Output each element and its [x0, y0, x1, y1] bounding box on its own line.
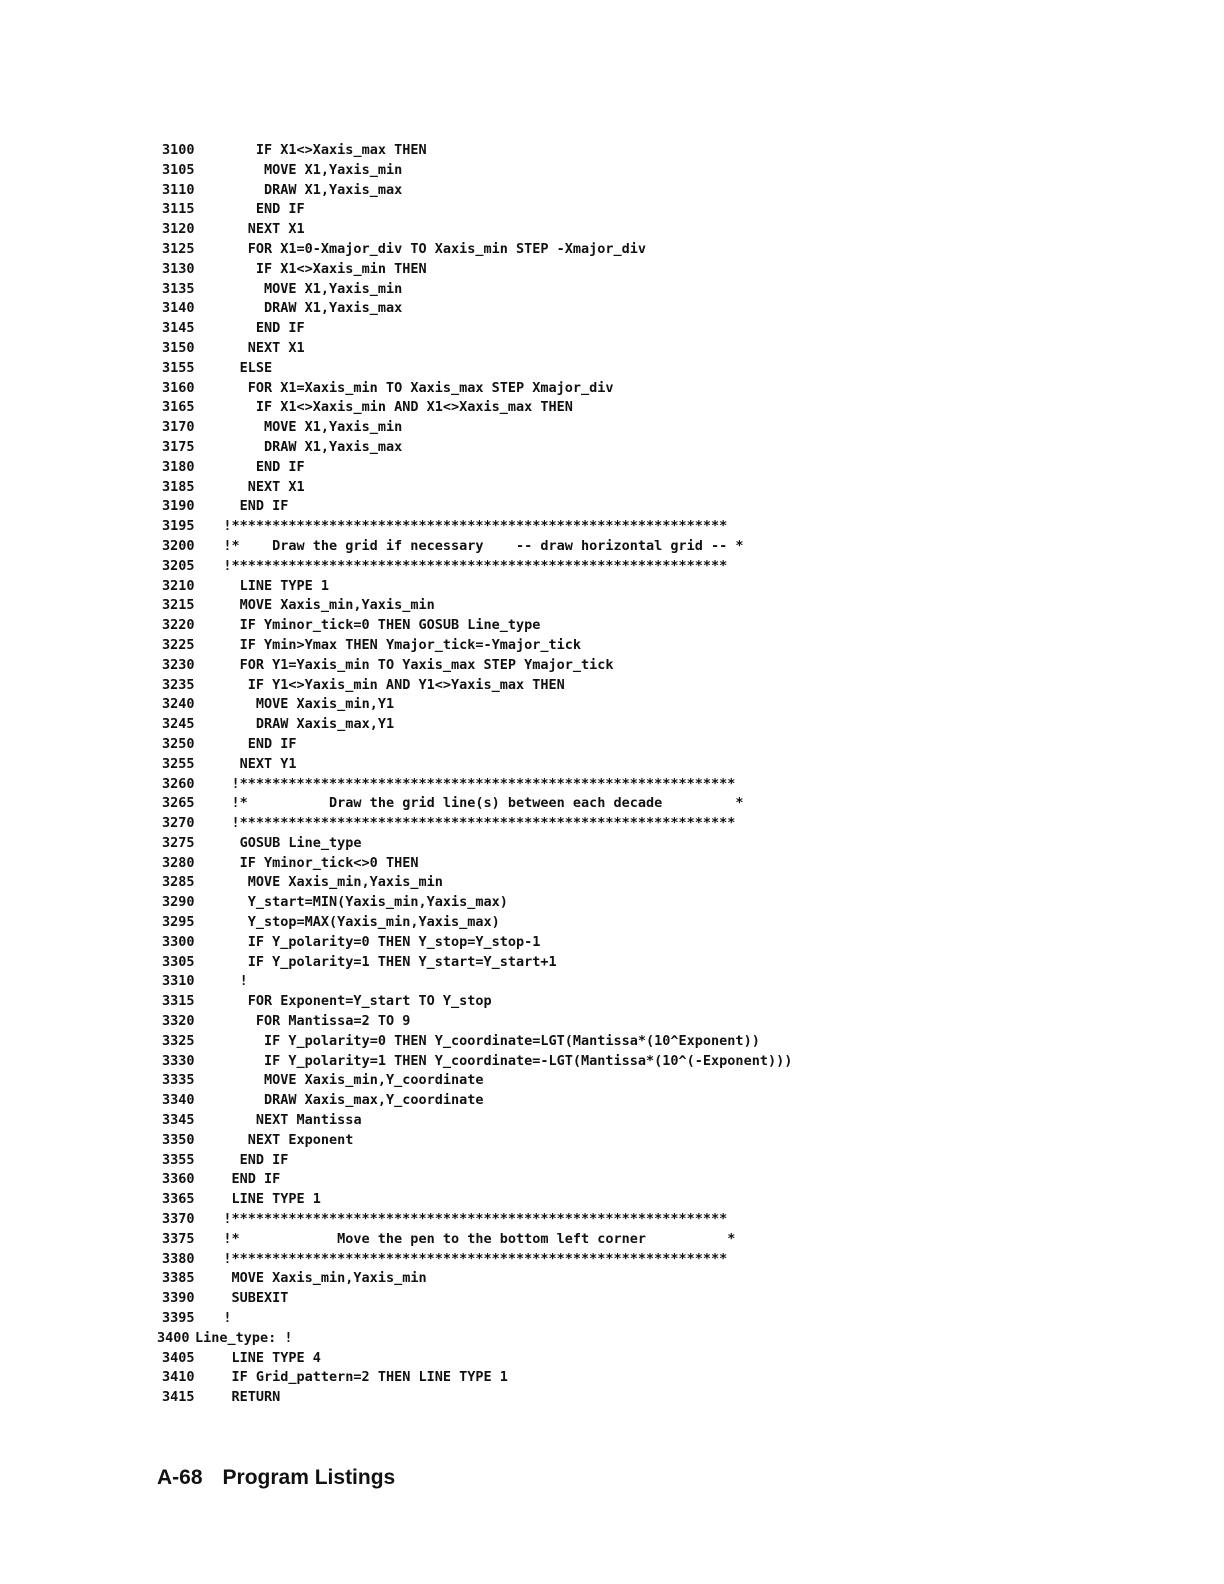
code-line	[150, 1230, 1150, 1250]
code-line	[150, 676, 1150, 696]
line-code: !	[223, 1310, 232, 1327]
code-line	[150, 953, 1150, 973]
program-listing	[150, 141, 1150, 1408]
line-number: 3285	[162, 874, 195, 891]
line-code: NEXT Mantissa	[255, 1112, 362, 1129]
line-code: GOSUB Line_type	[239, 834, 362, 851]
code-line	[150, 873, 1150, 893]
line-code: Y_start=MIN(Yaxis_min,Yaxis_max)	[247, 894, 508, 911]
line-code: DRAW X1,Yaxis_max	[264, 300, 403, 317]
line-code: IF X1<>Xaxis_min THEN	[255, 260, 427, 277]
page-footer	[157, 1466, 395, 1490]
line-code: FOR X1=0-Xmajor_div TO Xaxis_min STEP -Xmajor_div	[247, 240, 647, 257]
line-code: IF Yminor_tick<>0 THEN	[239, 854, 419, 871]
line-number: 3250	[162, 735, 195, 752]
line-code: MOVE X1,Yaxis_min	[264, 280, 403, 297]
code-line	[150, 1388, 1150, 1408]
code-line	[150, 1131, 1150, 1151]
line-code: !*************************************************************	[223, 1250, 728, 1267]
line-number: 3310	[162, 973, 195, 990]
code-line	[150, 913, 1150, 933]
line-code: NEXT Y1	[239, 755, 297, 772]
line-number: 3410	[162, 1369, 195, 1386]
line-number: 3265	[162, 795, 195, 812]
code-line	[150, 1170, 1150, 1190]
line-number: 3385	[162, 1270, 195, 1287]
line-number: 3100	[162, 142, 195, 158]
line-number: 3110	[162, 181, 195, 198]
line-code: !*************************************************************	[223, 557, 728, 574]
line-code: IF X1<>Xaxis_max THEN	[255, 142, 427, 158]
line-number: 3135	[162, 280, 195, 297]
line-number: 3345	[162, 1112, 195, 1129]
line-number: 3155	[162, 359, 195, 376]
line-code: END IF	[239, 498, 289, 515]
line-number: 3390	[162, 1290, 195, 1307]
line-number: 3360	[162, 1171, 195, 1188]
code-line	[150, 1151, 1150, 1171]
line-number: 3260	[162, 775, 195, 792]
code-line	[150, 834, 1150, 854]
footer-section-title: Program Listings	[222, 1466, 396, 1489]
line-code: END IF	[255, 458, 305, 475]
line-number: 3380	[162, 1250, 195, 1267]
code-line	[150, 854, 1150, 874]
line-code: FOR X1=Xaxis_min TO Xaxis_max STEP Xmajor_div	[247, 379, 614, 396]
code-line	[150, 240, 1150, 260]
line-number: 3125	[162, 240, 195, 257]
line-number: 3280	[162, 854, 195, 871]
line-code: IF Y_polarity=1 THEN Y_start=Y_start+1	[247, 953, 557, 970]
code-line	[150, 1269, 1150, 1289]
code-line	[150, 1032, 1150, 1052]
line-number: 3205	[162, 557, 195, 574]
line-code: IF Y1<>Yaxis_min AND Y1<>Yaxis_max THEN	[247, 676, 565, 693]
line-number: 3315	[162, 993, 195, 1010]
line-number: 3165	[162, 399, 195, 416]
line-code: RETURN	[231, 1389, 281, 1406]
code-line	[150, 458, 1150, 478]
line-number: 3160	[162, 379, 195, 396]
code-line	[150, 319, 1150, 339]
line-number: 3405	[162, 1349, 195, 1366]
line-code: NEXT X1	[247, 221, 305, 238]
line-number: 3130	[162, 260, 195, 277]
line-code: IF Yminor_tick=0 THEN GOSUB Line_type	[239, 617, 541, 634]
code-line	[150, 379, 1150, 399]
line-code: DRAW X1,Yaxis_max	[264, 438, 403, 455]
line-code: IF Y_polarity=0 THEN Y_stop=Y_stop-1	[247, 933, 541, 950]
line-code: IF Ymin>Ymax THEN Ymajor_tick=-Ymajor_tick	[239, 636, 582, 653]
line-code: !*************************************************************	[231, 775, 736, 792]
code-line	[150, 1309, 1150, 1329]
code-line	[150, 695, 1150, 715]
line-code: !* Draw the grid line(s) between each decade *	[231, 795, 744, 812]
line-number: 3400	[157, 1329, 190, 1346]
line-number: 3210	[162, 577, 195, 594]
line-number: 3305	[162, 953, 195, 970]
line-code: LINE TYPE 4	[231, 1349, 321, 1366]
line-number: 3365	[162, 1191, 195, 1208]
line-code: FOR Mantissa=2 TO 9	[255, 1013, 411, 1030]
line-code: !	[239, 973, 248, 990]
code-line	[150, 636, 1150, 656]
line-code: MOVE Xaxis_min,Y1	[255, 696, 395, 713]
line-number: 3175	[162, 438, 195, 455]
line-number: 3415	[162, 1389, 195, 1406]
code-line	[150, 577, 1150, 597]
line-code: DRAW Xaxis_max,Y1	[255, 716, 395, 733]
line-code: SUBEXIT	[231, 1290, 289, 1307]
line-code: NEXT X1	[247, 478, 305, 495]
line-code: MOVE Xaxis_min,Y_coordinate	[264, 1072, 484, 1089]
code-line	[150, 200, 1150, 220]
code-line	[150, 1012, 1150, 1032]
code-line	[150, 656, 1150, 676]
code-line	[150, 260, 1150, 280]
line-number: 3330	[162, 1052, 195, 1069]
line-number: 3275	[162, 834, 195, 851]
code-line	[150, 933, 1150, 953]
code-line	[150, 339, 1150, 359]
code-line	[150, 517, 1150, 537]
line-code: NEXT Exponent	[247, 1131, 354, 1148]
line-number: 3140	[162, 300, 195, 317]
code-line	[150, 794, 1150, 814]
code-line	[150, 557, 1150, 577]
code-line	[150, 280, 1150, 300]
code-line	[150, 1250, 1150, 1270]
line-code: ELSE	[239, 359, 273, 376]
line-number: 3300	[162, 933, 195, 950]
code-line	[150, 1071, 1150, 1091]
code-line	[150, 299, 1150, 319]
code-line	[150, 220, 1150, 240]
line-code: IF Y_polarity=1 THEN Y_coordinate=-LGT(Mantissa*(10^(-Exponent)))	[264, 1052, 793, 1069]
code-line	[150, 418, 1150, 438]
code-line	[150, 1349, 1150, 1369]
line-number: 3270	[162, 815, 195, 832]
footer-page-number: A-68	[157, 1466, 203, 1489]
code-line	[150, 1111, 1150, 1131]
line-code: NEXT X1	[247, 339, 305, 356]
line-number: 3340	[162, 1092, 195, 1109]
code-line	[150, 775, 1150, 795]
line-number: 3190	[162, 498, 195, 515]
code-line	[150, 893, 1150, 913]
code-line	[150, 1091, 1150, 1111]
line-number: 3145	[162, 320, 195, 337]
code-line	[150, 478, 1150, 498]
code-line	[150, 992, 1150, 1012]
code-line	[150, 1368, 1150, 1388]
code-line	[150, 1210, 1150, 1230]
line-code: MOVE X1,Yaxis_min	[264, 419, 403, 436]
code-line	[150, 814, 1150, 834]
line-code: IF Y_polarity=0 THEN Y_coordinate=LGT(Mantissa*(10^Exponent))	[264, 1032, 760, 1049]
line-number: 3255	[162, 755, 195, 772]
line-number: 3295	[162, 914, 195, 931]
line-code: MOVE Xaxis_min,Yaxis_min	[239, 597, 435, 614]
code-line	[150, 735, 1150, 755]
code-line	[150, 596, 1150, 616]
line-number: 3180	[162, 458, 195, 475]
line-number: 3335	[162, 1072, 195, 1089]
line-number: 3120	[162, 221, 195, 238]
code-line	[150, 1190, 1150, 1210]
line-code: MOVE Xaxis_min,Yaxis_min	[247, 874, 443, 891]
line-number: 3150	[162, 339, 195, 356]
line-code: Line_type: !	[195, 1329, 293, 1346]
line-code: LINE TYPE 1	[239, 577, 330, 594]
line-number: 3325	[162, 1032, 195, 1049]
code-line	[150, 161, 1150, 181]
line-number: 3245	[162, 716, 195, 733]
line-number: 3370	[162, 1211, 195, 1228]
code-line	[150, 497, 1150, 517]
line-number: 3225	[162, 636, 195, 653]
code-line	[150, 141, 1150, 161]
line-code: FOR Y1=Yaxis_min TO Yaxis_max STEP Ymajor_tick	[239, 656, 614, 673]
code-line	[150, 537, 1150, 557]
line-number: 3240	[162, 696, 195, 713]
line-number: 3350	[162, 1131, 195, 1148]
code-line	[150, 1052, 1150, 1072]
code-line	[150, 359, 1150, 379]
line-code: END IF	[247, 735, 297, 752]
line-code: !*************************************************************	[223, 518, 728, 535]
line-code: END IF	[255, 320, 305, 337]
code-line	[150, 1289, 1150, 1309]
line-code: MOVE X1,Yaxis_min	[264, 161, 403, 178]
line-number: 3170	[162, 419, 195, 436]
line-code: FOR Exponent=Y_start TO Y_stop	[247, 993, 492, 1010]
line-number: 3105	[162, 161, 195, 178]
line-code: IF X1<>Xaxis_min AND X1<>Xaxis_max THEN	[255, 399, 573, 416]
line-number: 3230	[162, 656, 195, 673]
code-line	[150, 398, 1150, 418]
line-number: 3185	[162, 478, 195, 495]
line-number: 3355	[162, 1151, 195, 1168]
line-number: 3320	[162, 1013, 195, 1030]
code-line	[150, 1329, 1150, 1349]
line-code: DRAW Xaxis_max,Y_coordinate	[264, 1092, 484, 1109]
line-code: LINE TYPE 1	[231, 1191, 321, 1208]
code-line	[150, 181, 1150, 201]
code-line	[150, 715, 1150, 735]
line-code: MOVE Xaxis_min,Yaxis_min	[231, 1270, 427, 1287]
line-number: 3235	[162, 676, 195, 693]
code-line	[150, 438, 1150, 458]
line-code: Y_stop=MAX(Yaxis_min,Yaxis_max)	[247, 914, 500, 931]
code-line	[150, 972, 1150, 992]
line-code: !* Move the pen to the bottom left corner *	[223, 1230, 736, 1247]
line-number: 3220	[162, 617, 195, 634]
code-line	[150, 755, 1150, 775]
line-number: 3395	[162, 1310, 195, 1327]
line-code: !*************************************************************	[231, 815, 736, 832]
line-code: END IF	[239, 1151, 289, 1168]
line-number: 3200	[162, 537, 195, 554]
line-code: !* Draw the grid if necessary -- draw horizontal grid -- *	[223, 537, 744, 554]
line-code: END IF	[255, 201, 305, 218]
line-code: END IF	[231, 1171, 281, 1188]
line-number: 3115	[162, 201, 195, 218]
line-code: DRAW X1,Yaxis_max	[264, 181, 403, 198]
line-number: 3195	[162, 518, 195, 535]
line-code: IF Grid_pattern=2 THEN LINE TYPE 1	[231, 1369, 508, 1386]
line-code: !*************************************************************	[223, 1211, 728, 1228]
line-number: 3290	[162, 894, 195, 911]
line-number: 3215	[162, 597, 195, 614]
line-number: 3375	[162, 1230, 195, 1247]
code-line	[150, 616, 1150, 636]
